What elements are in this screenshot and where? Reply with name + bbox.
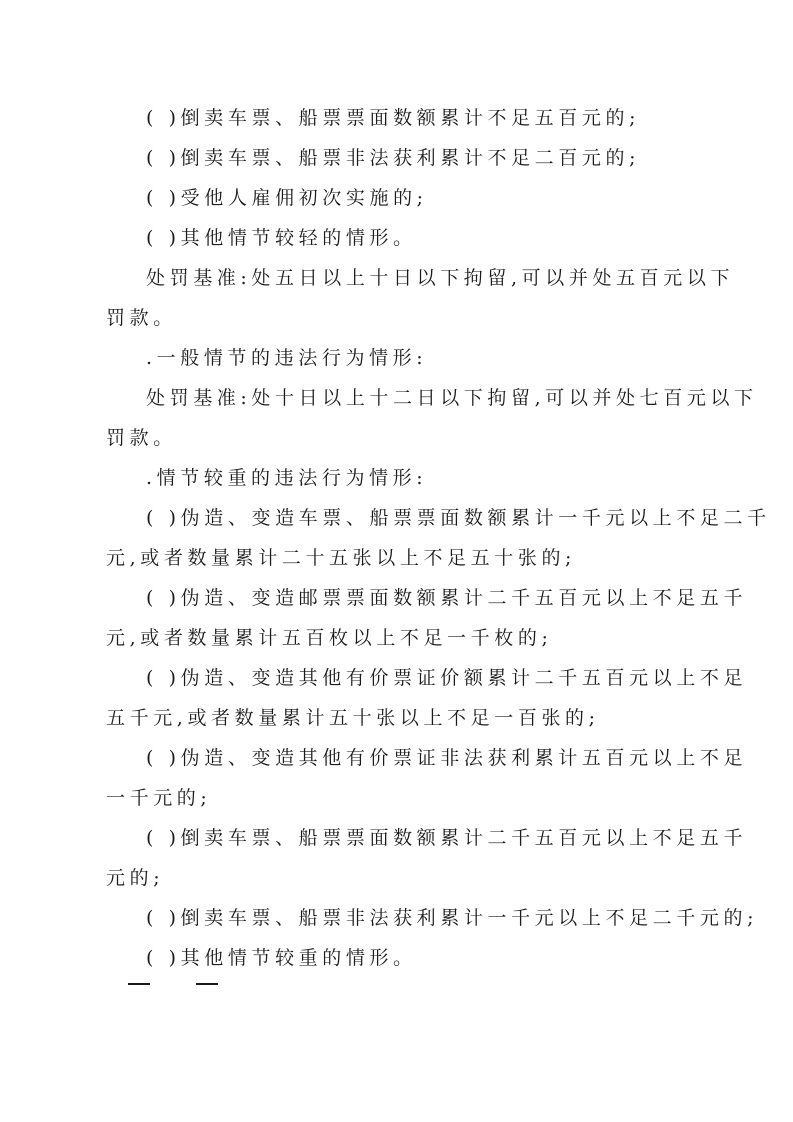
paragraph-line: ( )伪造、变造车票、船票票面数额累计一千元以上不足二千 [146,507,771,529]
paragraph-line: ( )伪造、变造邮票票面数额累计二千五百元以上不足五千 [146,587,748,609]
section-heading: .情节较重的违法行为情形: [146,467,428,489]
paragraph-line: 元,或者数量累计五百枚以上不足一千枚的; [106,627,553,649]
paragraph-line: 一千元的; [106,787,212,809]
paragraph-line: ( )伪造、变造其他有价票证非法获利累计五百元以上不足 [146,747,748,769]
paragraph-line: 处罚基准:处五日以上十日以下拘留,可以并处五百元以下 [146,267,735,289]
page-number-dash-right [196,983,218,985]
paragraph-line: 元的; [106,867,165,889]
paragraph-line: 元,或者数量累计二十五张以上不足五十张的; [106,547,577,569]
paragraph-line: ( )其他情节较轻的情形。 [146,227,417,249]
paragraph-line: ( )倒卖车票、船票非法获利累计不足二百元的; [146,147,641,169]
paragraph-line: 罚款。 [106,307,177,329]
paragraph-line: ( )其他情节较重的情形。 [146,947,417,969]
paragraph-line: ( )倒卖车票、船票票面数额累计二千五百元以上不足五千 [146,827,748,849]
paragraph-line: ( )倒卖车票、船票票面数额累计不足五百元的; [146,107,641,129]
paragraph-line: ( )倒卖车票、船票非法获利累计一千元以上不足二千元的; [146,907,759,929]
paragraph-line: ( )受他人雇佣初次实施的; [146,187,428,209]
paragraph-line: ( )伪造、变造其他有价票证价额累计二千五百元以上不足 [146,667,748,689]
page-number-dash-left [128,983,150,985]
paragraph-line: 处罚基准:处十日以上十二日以下拘留,可以并处七百元以下 [146,387,758,409]
paragraph-line: 五千元,或者数量累计五十张以上不足一百张的; [106,707,600,729]
section-heading: .一般情节的违法行为情形: [146,347,428,369]
paragraph-line: 罚款。 [106,427,177,449]
